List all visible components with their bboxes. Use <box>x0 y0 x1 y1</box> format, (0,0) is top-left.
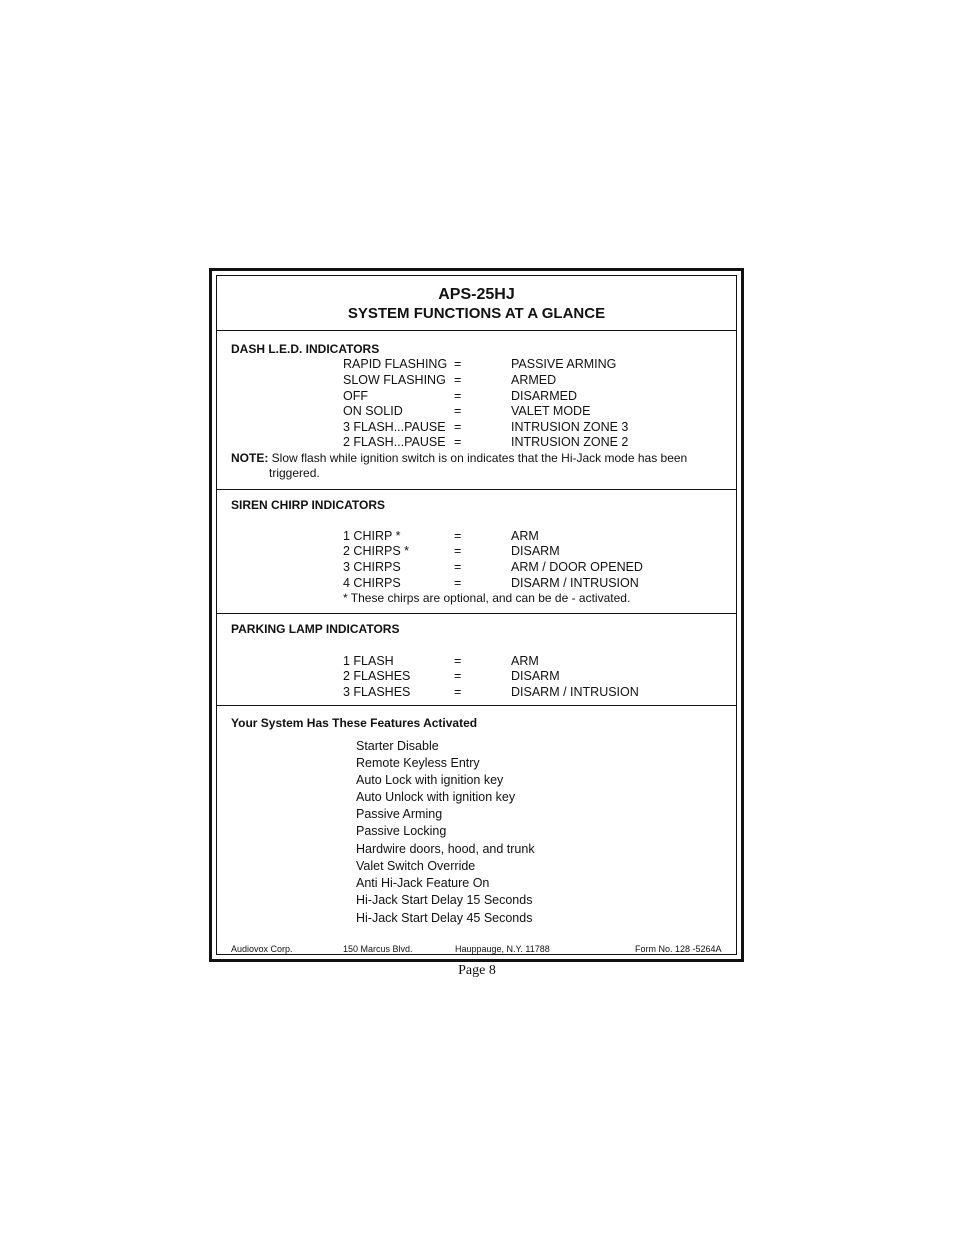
led-row <box>217 373 736 388</box>
chirp-count: 4 CHIRPS <box>343 576 401 590</box>
parking-row <box>217 669 736 684</box>
led-meaning: DISARMED <box>511 389 577 403</box>
page-number: Page 8 <box>458 963 496 978</box>
page-frame <box>209 268 744 962</box>
led-row <box>217 404 736 419</box>
footer-company: Audiovox Corp. <box>231 944 293 954</box>
equals: = <box>454 685 462 699</box>
led-signal: 2 FLASH...PAUSE <box>343 435 446 449</box>
inner-frame <box>216 275 737 955</box>
equals: = <box>454 669 462 683</box>
equals: = <box>454 389 462 403</box>
feature-item: Auto Unlock with ignition key <box>356 790 516 804</box>
flash-meaning: DISARM <box>511 669 560 683</box>
led-note-continued: triggered. <box>269 466 320 480</box>
chirp-count: 3 CHIRPS <box>343 560 401 574</box>
led-row <box>217 435 736 450</box>
divider <box>217 489 736 490</box>
features-heading: Your System Has These Features Activated <box>231 716 478 730</box>
feature-item: Anti Hi-Jack Feature On <box>356 876 490 890</box>
led-meaning: INTRUSION ZONE 2 <box>511 435 629 449</box>
feature-item: Auto Lock with ignition key <box>356 773 504 787</box>
equals: = <box>454 576 462 590</box>
feature-item: Starter Disable <box>356 739 439 753</box>
led-signal: OFF <box>343 389 368 403</box>
equals: = <box>454 544 462 558</box>
feature-item: Hi-Jack Start Delay 45 Seconds <box>356 911 533 925</box>
equals: = <box>454 404 462 418</box>
chirp-count: 1 CHIRP * <box>343 529 401 543</box>
equals: = <box>454 654 462 668</box>
led-row <box>217 357 736 372</box>
equals: = <box>454 529 462 543</box>
footer-city: Hauppauge, N.Y. 11788 <box>455 944 550 954</box>
page-title: APS-25HJ <box>438 286 515 303</box>
divider <box>217 330 736 331</box>
led-row <box>217 389 736 404</box>
feature-item: Valet Switch Override <box>356 859 476 873</box>
led-row <box>217 420 736 435</box>
led-signal: ON SOLID <box>343 404 403 418</box>
flash-count: 3 FLASHES <box>343 685 411 699</box>
equals: = <box>454 560 462 574</box>
led-meaning: PASSIVE ARMING <box>511 357 617 371</box>
feature-item: Passive Locking <box>356 824 447 838</box>
chirp-count: 2 CHIRPS * <box>343 544 409 558</box>
chirp-footnote: * These chirps are optional, and can be de - activated. <box>343 591 631 605</box>
siren-row <box>217 544 736 559</box>
led-signal: SLOW FLASHING <box>343 373 446 387</box>
flash-count: 2 FLASHES <box>343 669 411 683</box>
chirp-meaning: ARM / DOOR OPENED <box>511 560 643 574</box>
feature-item: Passive Arming <box>356 807 443 821</box>
equals: = <box>454 373 462 387</box>
siren-heading: SIREN CHIRP INDICATORS <box>231 498 386 512</box>
chirp-meaning: DISARM / INTRUSION <box>511 576 639 590</box>
siren-row <box>217 576 736 591</box>
led-note <box>231 451 701 465</box>
divider <box>217 613 736 614</box>
siren-row <box>217 560 736 575</box>
chirp-meaning: ARM <box>511 529 539 543</box>
led-signal: RAPID FLASHING <box>343 357 448 371</box>
parking-row <box>217 654 736 669</box>
divider <box>217 705 736 706</box>
document-header <box>217 276 736 326</box>
flash-meaning: DISARM / INTRUSION <box>511 685 639 699</box>
led-signal: 3 FLASH...PAUSE <box>343 420 446 434</box>
equals: = <box>454 357 462 371</box>
led-meaning: VALET MODE <box>511 404 591 418</box>
equals: = <box>454 435 462 449</box>
parking-row <box>217 685 736 700</box>
footer-address: 150 Marcus Blvd. <box>343 944 413 954</box>
feature-item: Hi-Jack Start Delay 15 Seconds <box>356 893 533 907</box>
note-text: Slow flash while ignition switch is on indicates that the Hi-Jack mode has been <box>268 451 688 465</box>
parking-heading: PARKING LAMP INDICATORS <box>231 622 400 636</box>
feature-item: Hardwire doors, hood, and trunk <box>356 842 535 856</box>
footer-form-number: Form No. 128 -5264A <box>635 944 722 954</box>
page-subtitle: SYSTEM FUNCTIONS AT A GLANCE <box>347 305 606 322</box>
equals: = <box>454 420 462 434</box>
feature-item: Remote Keyless Entry <box>356 756 480 770</box>
led-heading: DASH L.E.D. INDICATORS <box>231 342 380 356</box>
siren-row <box>217 529 736 544</box>
chirp-meaning: DISARM <box>511 544 560 558</box>
flash-count: 1 FLASH <box>343 654 394 668</box>
led-meaning: INTRUSION ZONE 3 <box>511 420 629 434</box>
note-label: NOTE: <box>231 451 269 465</box>
flash-meaning: ARM <box>511 654 539 668</box>
led-meaning: ARMED <box>511 373 557 387</box>
